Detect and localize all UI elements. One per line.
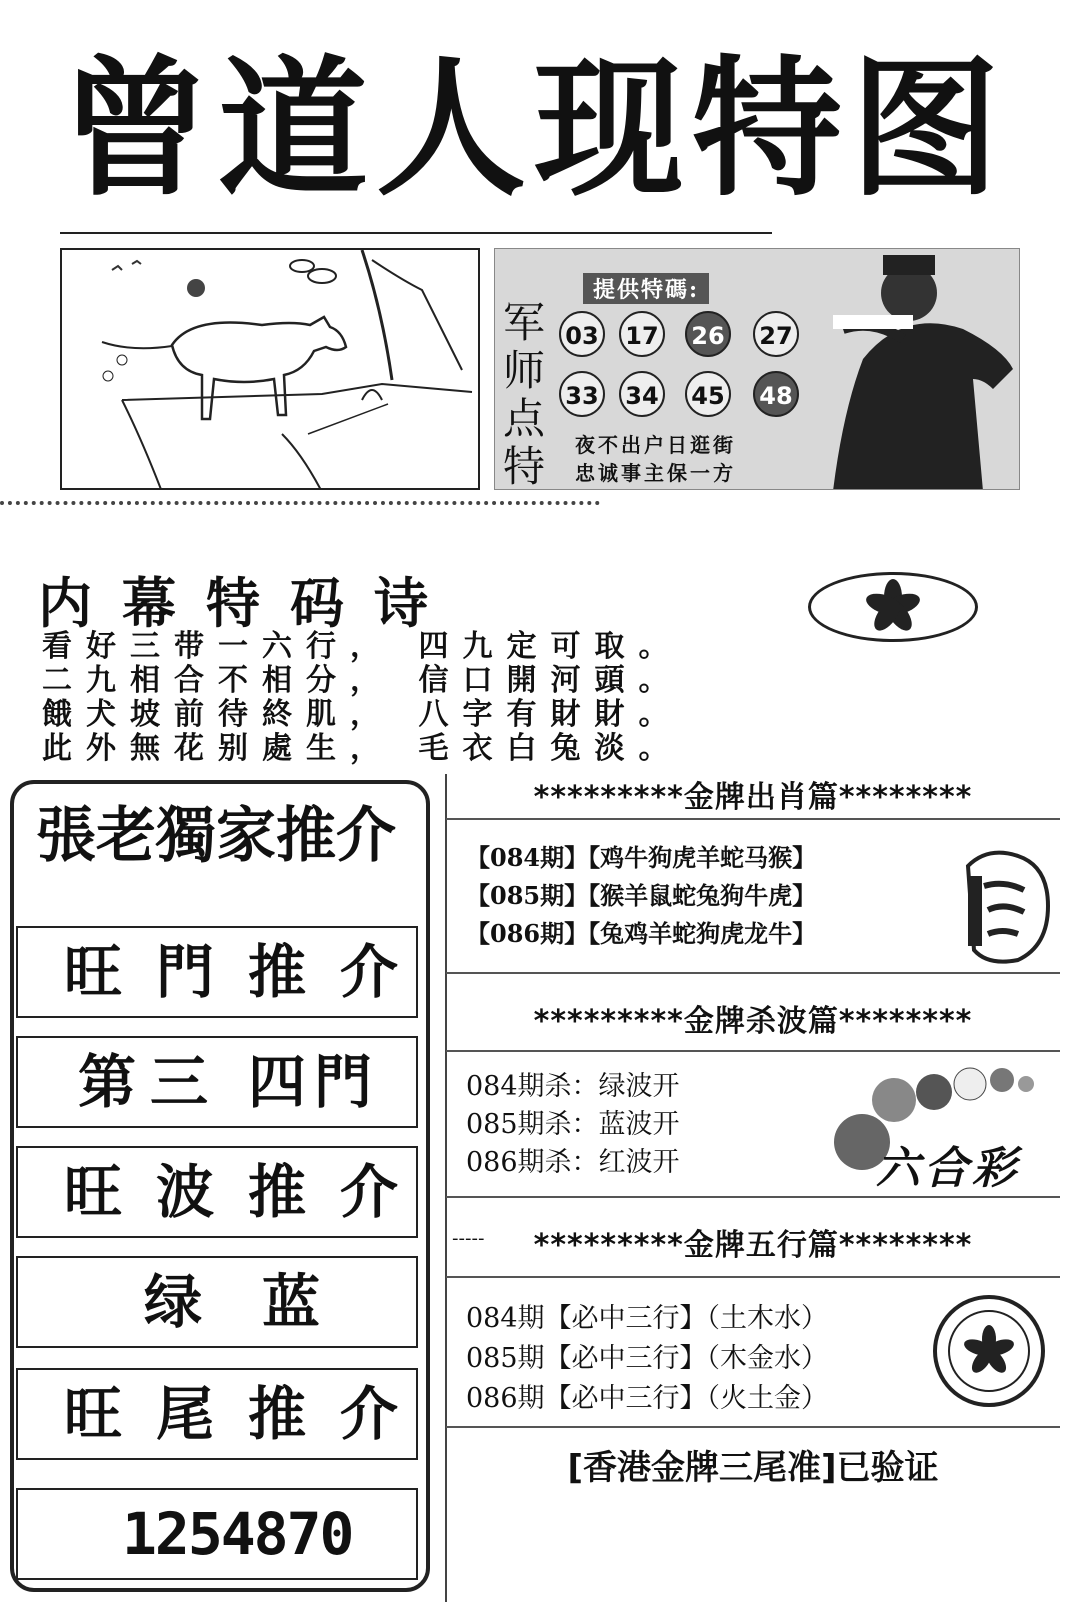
panel-verse: 夜不出户日逛街 bbox=[575, 433, 736, 457]
elements-line: 086期【必中三行】（火土金） bbox=[466, 1383, 829, 1414]
elements-line: 084期【必中三行】（土木水） bbox=[466, 1303, 829, 1334]
poem-line: 看好三带一六行， 四九定可取。 bbox=[42, 629, 683, 664]
recommend-cell: 旺 門 推 介 bbox=[16, 926, 418, 1018]
panel-verse: 忠诚事主保一方 bbox=[575, 461, 736, 485]
elements-prefix: ----- bbox=[452, 1228, 485, 1249]
section-divider bbox=[0, 501, 600, 505]
wave-heading: *********金牌杀波篇******** bbox=[533, 1004, 973, 1039]
ox-drawing-icon bbox=[62, 250, 480, 490]
recommend-cell: 旺 波 推 介 bbox=[16, 1146, 418, 1238]
poem-line: 二九相合不相分， 信口開河頭。 bbox=[42, 663, 683, 698]
tail-number: 1254870 bbox=[16, 1488, 418, 1580]
recommend-cell: 旺 尾 推 介 bbox=[16, 1368, 418, 1460]
zodiac-heading: *********金牌出肖篇******** bbox=[533, 780, 973, 815]
number-ball: 34 bbox=[619, 371, 665, 417]
section-rule bbox=[446, 818, 1060, 820]
hk-emblem-icon bbox=[930, 1292, 1048, 1410]
side-char: 师 bbox=[503, 346, 546, 395]
poem-title: 内幕特码诗 bbox=[38, 572, 458, 635]
elements-line: 085期【必中三行】（木金水） bbox=[466, 1343, 829, 1374]
section-rule bbox=[446, 1426, 1060, 1428]
side-char: 军 bbox=[503, 298, 546, 347]
side-char: 点 bbox=[503, 394, 546, 443]
zodiac-line: 【085期】【猴羊鼠蛇兔狗牛虎】 bbox=[466, 881, 817, 910]
special-number-panel bbox=[494, 248, 1020, 490]
recommend-cell: 第 三 四 門 bbox=[16, 1036, 418, 1128]
wave-line: 086期杀：红波开 bbox=[466, 1147, 680, 1178]
poem-line: 此外無花别處生， 毛衣白兔淡。 bbox=[42, 731, 683, 766]
wave-line: 085期杀：蓝波开 bbox=[466, 1109, 680, 1140]
page-title: 曾道人现特图 bbox=[60, 43, 1009, 217]
zodiac-line: 【086期】【兔鸡羊蛇狗虎龙牛】 bbox=[466, 919, 817, 948]
panel-heading: 提供特碼: bbox=[583, 273, 709, 304]
number-ball: 17 bbox=[619, 311, 665, 357]
wave-line: 084期杀：绿波开 bbox=[466, 1071, 680, 1102]
panel-side-label bbox=[503, 299, 553, 490]
number-ball: 27 bbox=[753, 311, 799, 357]
ox-illustration bbox=[60, 248, 480, 490]
section-rule bbox=[446, 1276, 1060, 1278]
number-ball: 48 bbox=[753, 371, 799, 417]
poem-line: 餓犬坡前待終肌， 八字有財財。 bbox=[42, 697, 683, 732]
number-ball: 26 bbox=[685, 311, 731, 357]
zodiac-hand-icon bbox=[958, 846, 1054, 964]
recommendation-heading: 張老獨家推介 bbox=[36, 801, 396, 871]
mark-six-logo-text: 六合彩 bbox=[876, 1143, 1020, 1194]
elements-heading: *********金牌五行篇******** bbox=[533, 1228, 973, 1263]
sage-figure-icon bbox=[833, 249, 1020, 490]
title-rule bbox=[60, 232, 772, 234]
section-rule bbox=[446, 972, 1060, 974]
number-ball: 45 bbox=[685, 371, 731, 417]
number-ball: 03 bbox=[559, 311, 605, 357]
verified-banner: [香港金牌三尾准]已验证 bbox=[567, 1448, 939, 1488]
recommend-cell: 绿 蓝 bbox=[16, 1256, 418, 1348]
side-char: 特 bbox=[503, 442, 546, 490]
section-rule bbox=[446, 1196, 1060, 1198]
number-ball: 33 bbox=[559, 371, 605, 417]
zodiac-line: 【084期】【鸡牛狗虎羊蛇马猴】 bbox=[466, 843, 817, 872]
section-rule bbox=[446, 1050, 1060, 1052]
